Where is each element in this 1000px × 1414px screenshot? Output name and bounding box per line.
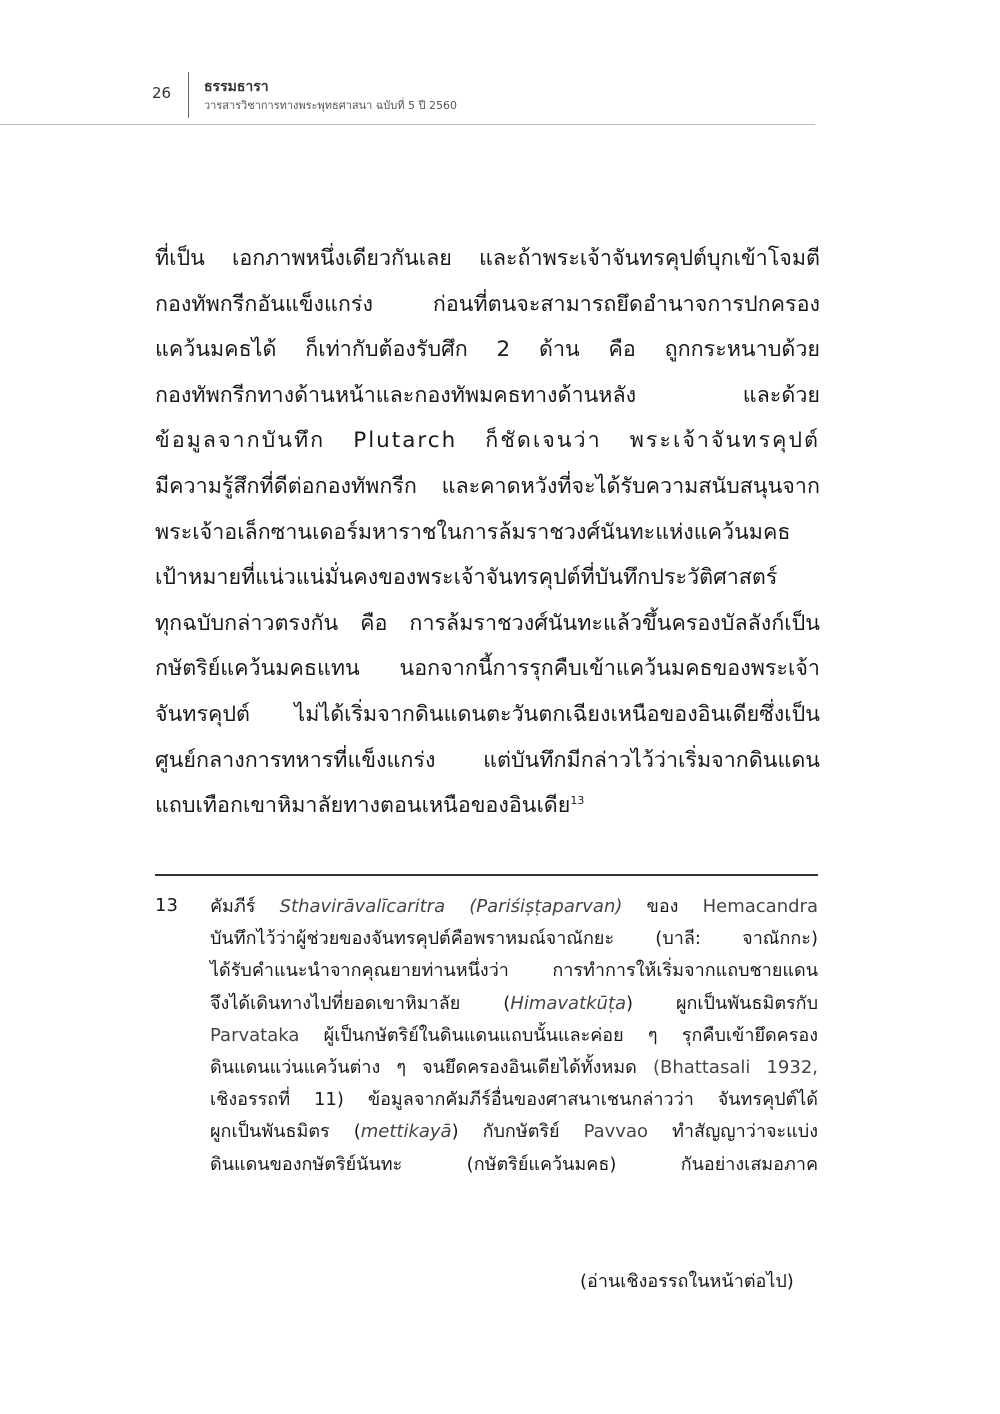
footnote-line: ดินแดนของกษัตริย์นันทะ (กษัตริย์แคว้นมคธ) กันอย่างเสมอภาค [210, 1153, 818, 1175]
body-line: แคว้นมคธได้ ก็เท่ากับต้องรับศึก 2 ด้าน คือ ถูกกระหนาบด้วย [155, 337, 820, 363]
body-line: ข้อมูลจากบันทึก Plutarch ก็ชัดเจนว่า พระเจ้าจันทรคุปต์ [155, 428, 820, 454]
fn-text: ของ [646, 896, 679, 917]
footnote-rule [155, 874, 818, 876]
fn-text: ) กับกษัตริย์ [451, 1121, 584, 1143]
fn-text: ผู้เป็นกษัตริย์ในดินแดนแถบนั้นและค่อย ๆ รุกคืบเข้ายึดครอง [299, 1024, 818, 1046]
body-line: ทุกฉบับกล่าวตรงกัน คือ การล้มราชวงศ์นันทะแล้วขึ้นครองบัลลังก์เป็น [155, 610, 820, 636]
footnote-line: เชิงอรรถที่ 11) ข้อมูลจากคัมภีร์อื่นของศาสนาเชนกล่าวว่า จันทรคุปต์ได้ [210, 1089, 818, 1111]
body-line: ที่เป็น เอกภาพหนึ่งเดียวกันเลย และถ้าพระเจ้าจันทรคุปต์บุกเข้าโจมตี [155, 246, 820, 271]
body-line: มีความรู้สึกที่ดีต่อกองทัพกรีก และคาดหวังที่จะได้รับความสนับสนุนจาก [155, 473, 820, 499]
body-line: กองทัพกรีกอันแข็งแกร่ง ก่อนที่ตนจะสามารถยึดอำนาจการปกครอง [155, 291, 820, 317]
body-line: กษัตริย์แคว้นมคธแทน นอกจากนี้การรุกคืบเข้าแคว้นมคธของพระเจ้า [155, 656, 820, 682]
body-line: กองทัพกรีกทางด้านหน้าและกองทัพมคธทางด้านหลัง และด้วย [155, 382, 820, 408]
fn-text: ผูกเป็นพันธมิตร ( [210, 1121, 361, 1143]
person-name: Pavvao [583, 1121, 649, 1143]
body-line: จันทรคุปต์ ไม่ได้เริ่มจากดินแดนตะวันตกเฉียงเหนือของอินเดียซึ่งเป็น [155, 701, 820, 727]
work-title: Sthavirāvalīcaritra (Pariśiṣṭaparvan) [279, 896, 623, 917]
citation: (Bhattasali 1932, [652, 1057, 818, 1079]
journal-subtitle: วารสารวิชาการทางพระพุทธศาสนา ฉบับที่ 5 ปี 2560 [204, 99, 457, 112]
footnote-line [210, 891, 818, 923]
fn-text: ทำสัญญาว่าจะแบ่ง [648, 1121, 818, 1143]
body-line-text: แถบเทือกเขาหิมาลัยทางตอนเหนือของอินเดีย [155, 793, 571, 819]
footnote-line [210, 1020, 818, 1052]
footnote-text [210, 891, 818, 1181]
body-line: เป้าหมายที่แน่วแน่มั่นคงของพระเจ้าจันทรคุปต์ที่บันทึกประวัติศาสตร์ [155, 565, 778, 591]
fn-text: จึงได้เดินทางไปที่ยอดเขาหิมาลัย ( [210, 992, 511, 1014]
footnote-number: 13 [155, 895, 178, 916]
footnote-line: ได้รับคำแนะนำจากคุณยายท่านหนึ่งว่า การทำการให้เริ่มจากแถบชายแดน [210, 960, 818, 982]
alliance-term: mettikayā [360, 1121, 452, 1143]
footnote-line: บันทึกไว้ว่าผู้ช่วยของจันทรคุปต์คือพราหมณ์จาณักยะ (บาลี: จาณักกะ) [210, 928, 818, 950]
footnote-line [210, 1116, 818, 1148]
footnote-line [210, 1052, 818, 1084]
place-term: Himavatkūṭa [510, 992, 627, 1014]
page-number: 26 [152, 84, 172, 102]
fn-text: ) ผูกเป็นพันธมิตรกับ [626, 992, 818, 1014]
continued-note: (อ่านเชิงอรรถในหน้าต่อไป) [580, 1271, 794, 1292]
footnote-reference[interactable]: 13 [570, 793, 585, 807]
body-paragraph [155, 236, 820, 829]
header-divider [188, 72, 189, 118]
person-name: Parvataka [210, 1024, 300, 1046]
fn-text: ดินแดนแว่นแคว้นต่าง ๆ จนยึดครองอินเดียได้ทั้งหมด [210, 1057, 653, 1079]
journal-title: ธรรมธารา [204, 79, 269, 95]
body-line: ศูนย์กลางการทหารที่แข็งแกร่ง แต่บันทึกมีกล่าวไว้ว่าเริ่มจากดินแดน [155, 747, 820, 773]
body-line: พระเจ้าอเล็กซานเดอร์มหาราชในการล้มราชวงศ์นันทะแห่งแคว้นมคธ [155, 519, 791, 545]
header-rule [0, 124, 815, 125]
body-line-last [155, 783, 820, 829]
fn-text: คัมภีร์ [210, 896, 256, 917]
footnote-line [210, 988, 818, 1020]
author-name: Hemacandra [702, 896, 818, 917]
page-header [0, 0, 1000, 130]
